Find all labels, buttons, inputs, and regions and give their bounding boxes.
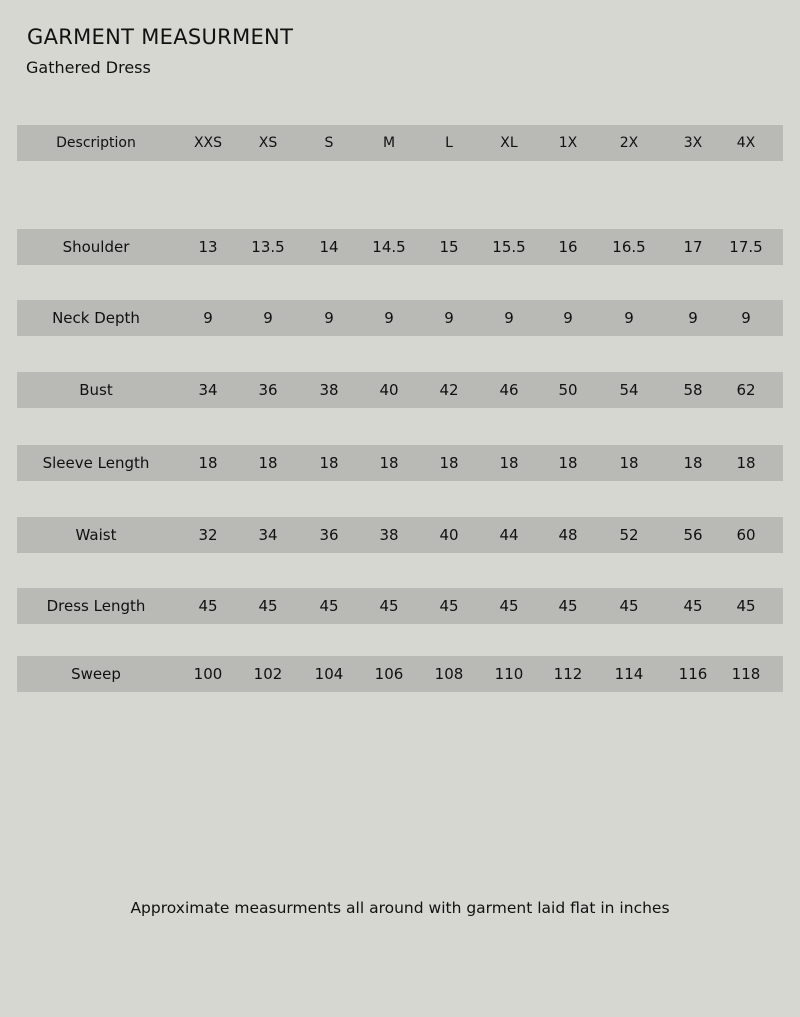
table-cell: 13 xyxy=(198,238,218,256)
row-label: Sleeve Length xyxy=(42,454,150,472)
row-label: Sweep xyxy=(71,665,121,683)
header-size: S xyxy=(324,135,334,151)
table-cell: 45 xyxy=(736,597,756,615)
header-description: Description xyxy=(56,135,136,151)
row-label: Bust xyxy=(79,381,113,399)
table-cell: 9 xyxy=(203,309,213,327)
page-subtitle: Gathered Dress xyxy=(26,58,151,77)
table-cell: 104 xyxy=(314,665,344,683)
table-cell: 18 xyxy=(379,454,399,472)
table-cell: 45 xyxy=(258,597,278,615)
page-title: GARMENT MEASURMENT xyxy=(27,25,294,49)
table-cell: 18 xyxy=(736,454,756,472)
table-cell: 13.5 xyxy=(251,238,285,256)
table-cell: 9 xyxy=(263,309,273,327)
table-cell: 14.5 xyxy=(372,238,406,256)
row-label: Shoulder xyxy=(62,238,130,256)
table-row-sweep xyxy=(17,656,783,692)
table-cell: 45 xyxy=(319,597,339,615)
table-cell: 40 xyxy=(379,381,399,399)
table-cell: 18 xyxy=(499,454,519,472)
table-cell: 45 xyxy=(683,597,703,615)
table-cell: 32 xyxy=(198,526,218,544)
footer-note: Approximate measurments all around with garment laid flat in inches xyxy=(130,899,670,917)
table-cell: 62 xyxy=(736,381,756,399)
table-cell: 114 xyxy=(614,665,644,683)
table-cell: 16 xyxy=(558,238,578,256)
table-cell: 34 xyxy=(198,381,218,399)
table-cell: 46 xyxy=(499,381,519,399)
table-cell: 45 xyxy=(379,597,399,615)
table-cell: 118 xyxy=(731,665,761,683)
row-label: Dress Length xyxy=(46,597,146,615)
table-cell: 17 xyxy=(683,238,703,256)
table-cell: 45 xyxy=(619,597,639,615)
table-cell: 106 xyxy=(374,665,404,683)
table-header-row xyxy=(17,125,783,161)
header-size: XS xyxy=(258,135,278,151)
header-size: 1X xyxy=(558,135,578,151)
table-cell: 18 xyxy=(683,454,703,472)
table-row-dress-length xyxy=(17,588,783,624)
table-cell: 36 xyxy=(258,381,278,399)
table-cell: 9 xyxy=(504,309,514,327)
header-size: 4X xyxy=(736,135,756,151)
table-row-shoulder xyxy=(17,229,783,265)
row-label: Waist xyxy=(75,526,117,544)
header-size: XL xyxy=(500,135,518,151)
table-cell: 9 xyxy=(624,309,634,327)
table-cell: 56 xyxy=(683,526,703,544)
row-label: Neck Depth xyxy=(52,309,140,327)
table-cell: 110 xyxy=(494,665,524,683)
table-cell: 45 xyxy=(198,597,218,615)
table-cell: 52 xyxy=(619,526,639,544)
table-cell: 9 xyxy=(384,309,394,327)
table-cell: 58 xyxy=(683,381,703,399)
table-cell: 9 xyxy=(688,309,698,327)
table-cell: 9 xyxy=(741,309,751,327)
table-cell: 44 xyxy=(499,526,519,544)
table-cell: 42 xyxy=(439,381,459,399)
table-cell: 54 xyxy=(619,381,639,399)
table-cell: 60 xyxy=(736,526,756,544)
table-row-waist xyxy=(17,517,783,553)
table-cell: 9 xyxy=(324,309,334,327)
table-cell: 116 xyxy=(678,665,708,683)
table-cell: 17.5 xyxy=(729,238,763,256)
table-cell: 9 xyxy=(563,309,573,327)
table-row-bust xyxy=(17,372,783,408)
table-cell: 34 xyxy=(258,526,278,544)
table-cell: 108 xyxy=(434,665,464,683)
table-cell: 9 xyxy=(444,309,454,327)
header-size: 2X xyxy=(619,135,639,151)
table-cell: 15.5 xyxy=(492,238,526,256)
header-size: L xyxy=(445,135,453,151)
table-cell: 102 xyxy=(253,665,283,683)
table-cell: 18 xyxy=(619,454,639,472)
header-size: 3X xyxy=(683,135,703,151)
table-cell: 50 xyxy=(558,381,578,399)
table-cell: 18 xyxy=(198,454,218,472)
table-row-sleeve-length xyxy=(17,445,783,481)
table-cell: 45 xyxy=(558,597,578,615)
table-row-neck-depth xyxy=(17,300,783,336)
header-size: XXS xyxy=(193,135,223,151)
table-cell: 38 xyxy=(379,526,399,544)
table-cell: 15 xyxy=(439,238,459,256)
table-cell: 40 xyxy=(439,526,459,544)
table-cell: 14 xyxy=(319,238,339,256)
table-cell: 45 xyxy=(439,597,459,615)
table-cell: 18 xyxy=(319,454,339,472)
table-cell: 112 xyxy=(553,665,583,683)
table-cell: 48 xyxy=(558,526,578,544)
header-size: M xyxy=(382,135,396,151)
table-cell: 38 xyxy=(319,381,339,399)
table-cell: 16.5 xyxy=(612,238,646,256)
table-cell: 18 xyxy=(558,454,578,472)
table-cell: 100 xyxy=(193,665,223,683)
table-cell: 18 xyxy=(439,454,459,472)
table-cell: 45 xyxy=(499,597,519,615)
table-cell: 36 xyxy=(319,526,339,544)
table-cell: 18 xyxy=(258,454,278,472)
